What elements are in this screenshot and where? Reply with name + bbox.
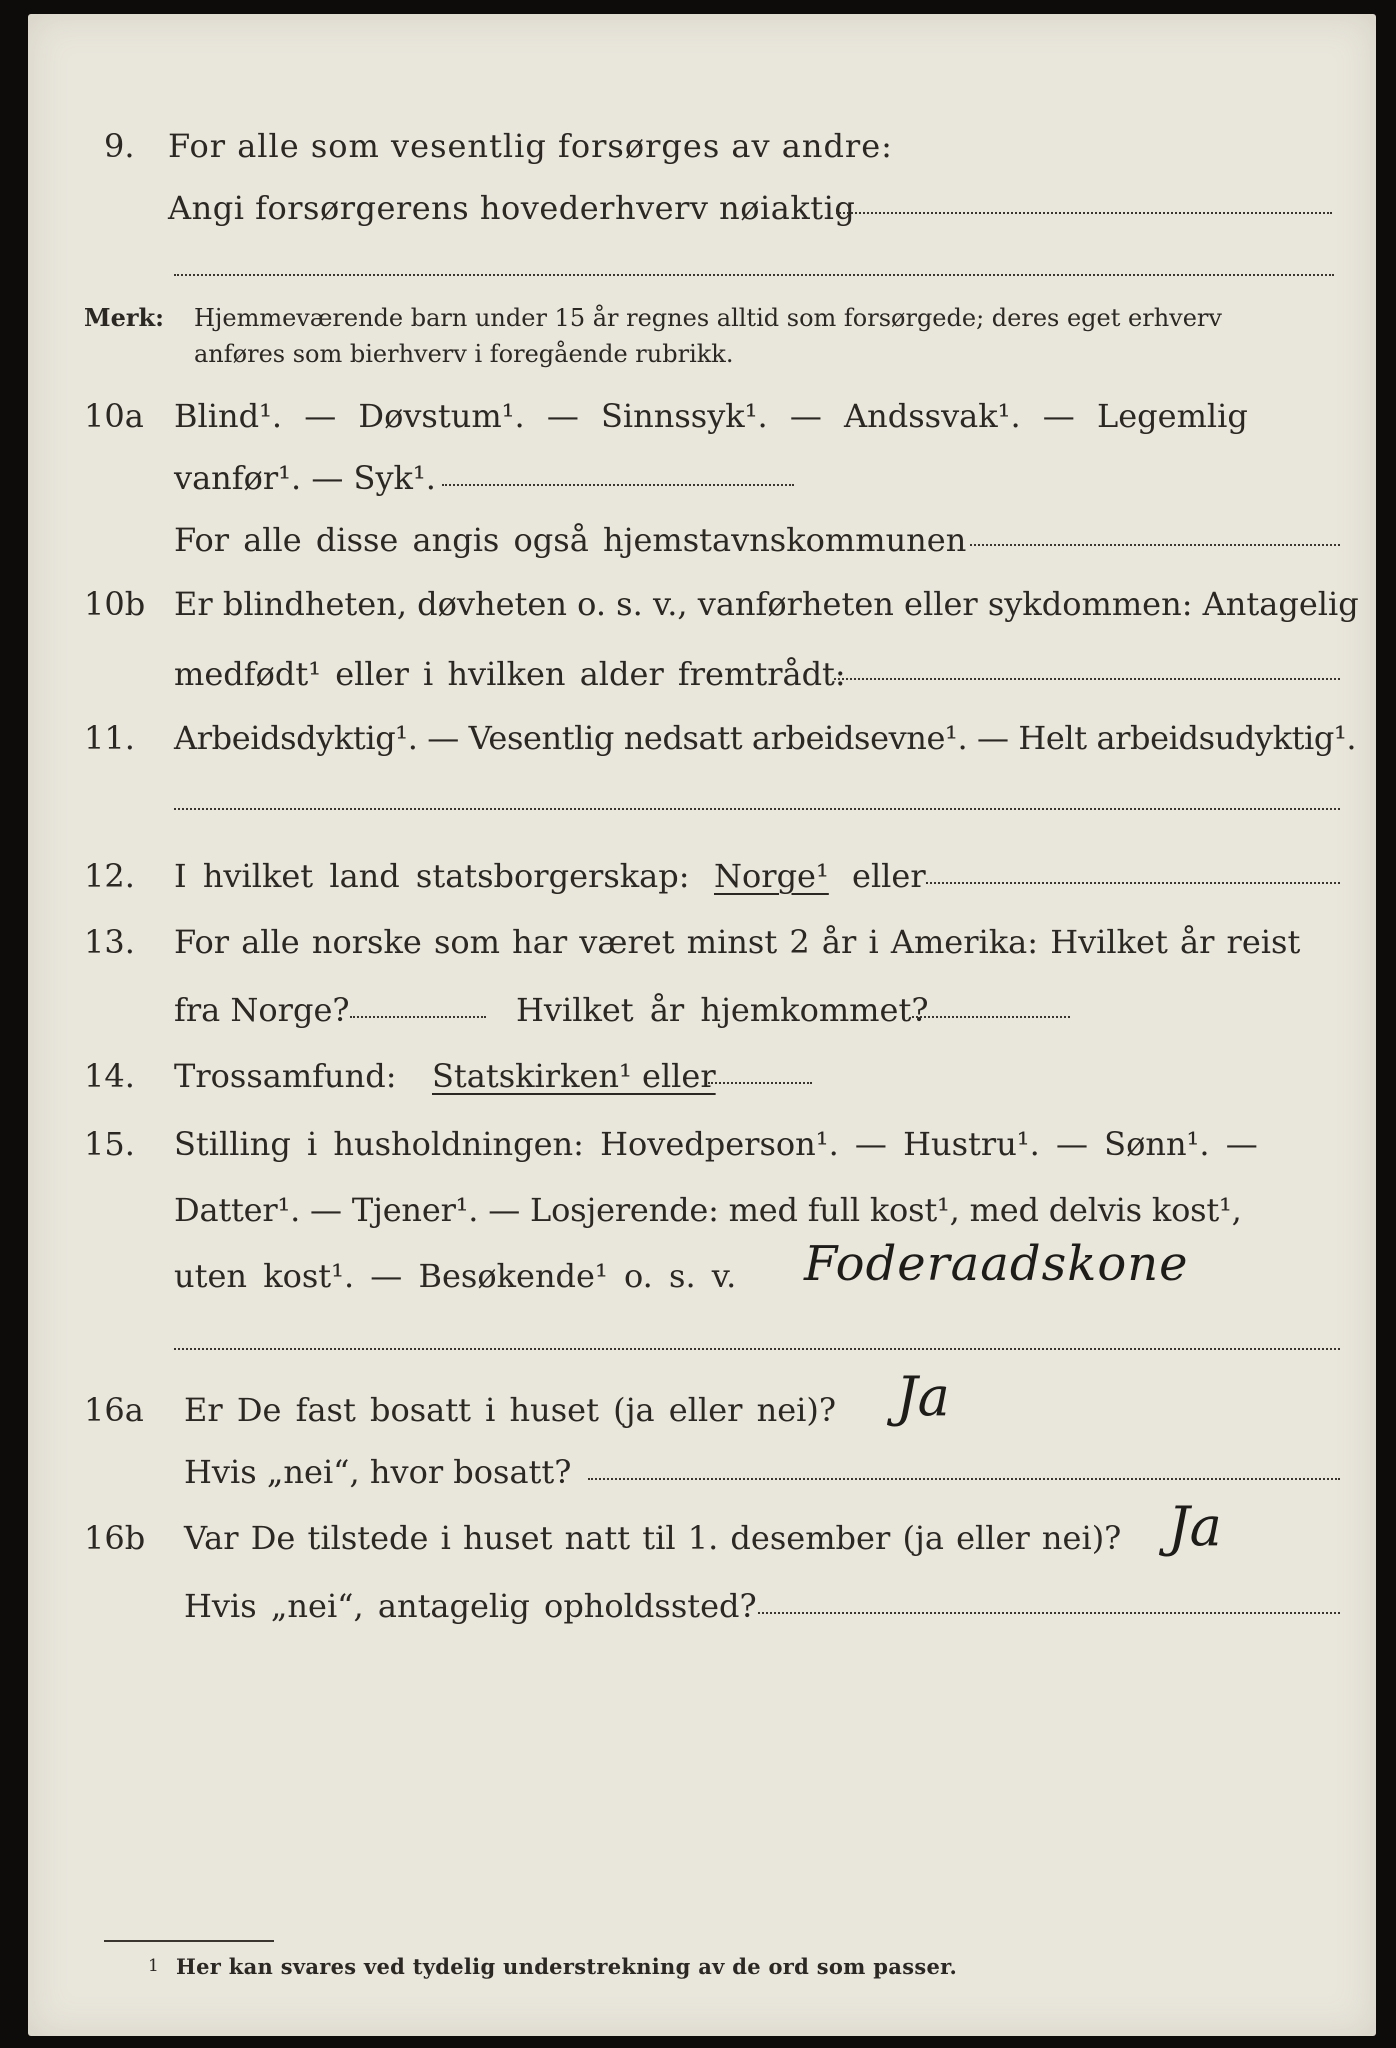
q9-line2: Angi forsørgerens hovederhverv nøiaktig (168, 189, 856, 227)
q14-pre: Trossamfund: (174, 1057, 397, 1095)
q16a-handwritten-answer: Ja (896, 1365, 950, 1428)
q10b-number: 10b (84, 585, 146, 623)
q15-handwritten-answer: Foderaadskone (804, 1236, 1189, 1292)
merk-line1: Hjemmeværende barn under 15 år regnes alltid som forsørgede; deres eget erhverv (194, 304, 1222, 332)
merk-line2: anføres som bierhverv i foregående rubrikk. (194, 340, 734, 368)
q16a-line2: Hvis „nei“, hvor bosatt? (184, 1453, 572, 1491)
q12-norge-underlined: Norge¹ (714, 857, 829, 895)
q10a-number: 10a (84, 397, 144, 435)
q10a-syk-line (442, 484, 794, 486)
footnote-text: Her kan svares ved tydelig understrekning av de ord som passer. (176, 1954, 958, 1979)
q16b-line2: Hvis „nei“, antagelig opholdssted? (184, 1587, 757, 1625)
q16a-line1: Er De fast bosatt i huset (ja eller nei)? (184, 1391, 837, 1429)
q10b-line2: medfødt¹ eller i hvilken alder fremtrådt: (174, 655, 846, 693)
merk-label: Merk: (84, 303, 164, 332)
q16a-bosatt-line (588, 1478, 1340, 1480)
q15-line3: uten kost¹. — Besøkende¹ o. s. v. (174, 1257, 737, 1295)
footnote-mark: 1 (148, 1956, 159, 1976)
q10a-line1: Blind¹. — Døvstum¹. — Sinnssyk¹. — Andssvak¹. — Legemlig (174, 397, 1248, 435)
q14-number: 14. (84, 1057, 135, 1095)
q15-number: 15. (84, 1125, 135, 1163)
q10b-line1: Er blindheten, døvheten o. s. v., vanførheten eller sykdommen: Antagelig (174, 585, 1359, 623)
q13-line2b: Hvilket år hjemkommet? (516, 991, 929, 1029)
q13-hjemkommet-line (912, 1016, 1070, 1018)
q16b-handwritten-answer: Ja (1168, 1495, 1222, 1558)
q9-line1: For alle som vesentlig forsørges av andre: (168, 127, 893, 165)
q10a-line3: For alle disse angis også hjemstavnskommunen (174, 521, 967, 559)
q12-pre: I hvilket land statsborgerskap: (174, 857, 690, 895)
q15-line2: Datter¹. — Tjener¹. — Losjerende: med full kost¹, med delvis kost¹, (174, 1191, 1242, 1229)
q14-statskirken-underlined: Statskirken¹ eller (432, 1057, 716, 1095)
footnote-rule (104, 1940, 274, 1942)
q9-answer-line-2 (174, 274, 1334, 276)
q11-number: 11. (84, 719, 135, 757)
q12-post: eller (852, 857, 926, 895)
q10b-answer-line (834, 678, 1340, 680)
q11-answer-line (174, 808, 1340, 810)
q13-line1: For alle norske som har været minst 2 år i Amerika: Hvilket år reist (174, 923, 1301, 961)
q16b-line1: Var De tilstede i huset natt til 1. desember (ja eller nei)? (184, 1519, 1122, 1557)
q9-answer-line (836, 212, 1332, 214)
census-form-page (28, 14, 1376, 2036)
q11-line1: Arbeidsdyktig¹. — Vesentlig nedsatt arbeidsevne¹. — Helt arbeidsudyktig¹. (174, 719, 1357, 757)
q12-number: 12. (84, 857, 135, 895)
q10a-hjemstavn-line (970, 544, 1340, 546)
q10a-line2: vanfør¹. — Syk¹. (174, 459, 436, 497)
q16a-number: 16a (84, 1391, 144, 1429)
q15-line1: Stilling i husholdningen: Hovedperson¹. — Hustru¹. — Sønn¹. — (174, 1125, 1258, 1163)
q16b-number: 16b (84, 1519, 146, 1557)
q14-answer-line (708, 1082, 812, 1084)
q12-answer-line (926, 882, 1340, 884)
q13-reist-line (350, 1016, 486, 1018)
q15-answer-line (174, 1348, 1340, 1350)
q9-number: 9. (104, 127, 135, 165)
q13-line2a: fra Norge? (174, 991, 350, 1029)
q13-number: 13. (84, 923, 135, 961)
q16b-opholdssted-line (758, 1612, 1340, 1614)
